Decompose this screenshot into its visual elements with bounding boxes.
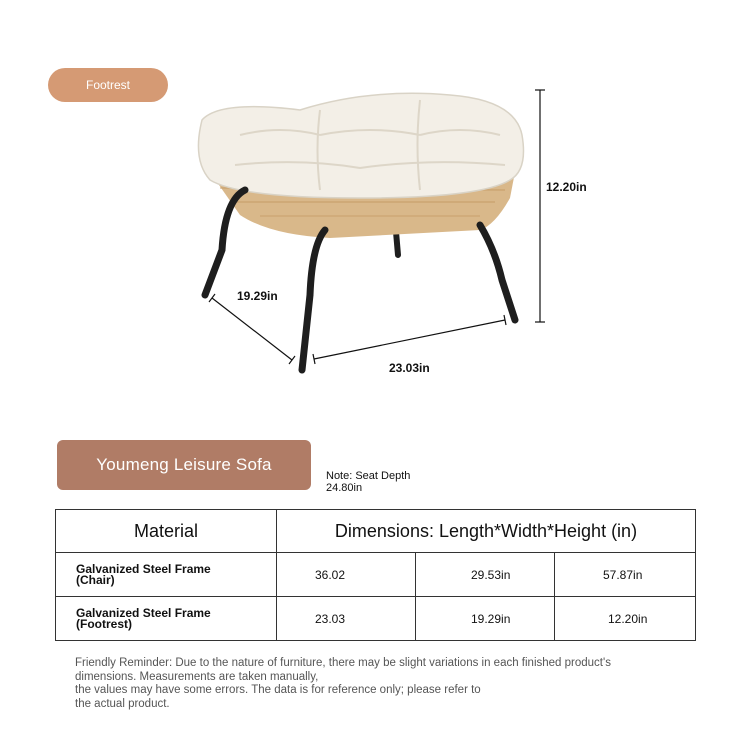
material-cell xyxy=(56,553,277,597)
seat-depth-note xyxy=(326,470,410,494)
material-variant: (Footrest) xyxy=(76,616,132,631)
footrest-badge-label: Footrest xyxy=(85,78,130,92)
product-title-banner xyxy=(57,440,311,490)
width-cell: 29.53in xyxy=(416,553,555,597)
material-name: Galvanized Steel Frame xyxy=(76,561,211,576)
friendly-reminder xyxy=(75,657,675,711)
reminder-line-1: Friendly Reminder: Due to the nature of furniture, there may be slight variations in each finished product's xyxy=(75,657,611,669)
dimensions-header: Dimensions: Length*Width*Height (in) xyxy=(277,510,696,553)
height-cell: 12.20in xyxy=(555,597,696,641)
length-cell: 36.02 xyxy=(277,553,416,597)
note-line-2: 24.80in xyxy=(326,482,363,494)
width-cell: 19.29in xyxy=(416,597,555,641)
material-cell xyxy=(56,597,277,641)
footrest-badge xyxy=(48,68,168,102)
material-name: Galvanized Steel Frame xyxy=(76,605,211,620)
footrest-product-image xyxy=(180,80,580,390)
depth-dimension-label: 19.29in xyxy=(237,289,278,303)
width-dimension-label: 23.03in xyxy=(389,361,430,375)
reminder-line-2: dimensions. Measurements are taken manually, xyxy=(75,670,319,683)
height-cell: 57.87in xyxy=(555,553,696,597)
reminder-line-4: the actual product. xyxy=(75,697,170,710)
material-variant: (Chair) xyxy=(76,572,115,587)
note-line-1: Note: Seat Depth xyxy=(326,470,411,482)
table-header-row xyxy=(56,510,696,553)
length-cell: 23.03 xyxy=(277,597,416,641)
table-row xyxy=(56,597,696,641)
table-row xyxy=(56,553,696,597)
material-header: Material xyxy=(56,510,277,553)
reminder-line-3: the values may have some errors. The data is for reference only; please refer to xyxy=(75,684,481,696)
height-dimension-label: 12.20in xyxy=(546,180,587,194)
dimensions-table xyxy=(55,509,696,641)
product-title: Youmeng Leisure Sofa xyxy=(96,455,272,474)
